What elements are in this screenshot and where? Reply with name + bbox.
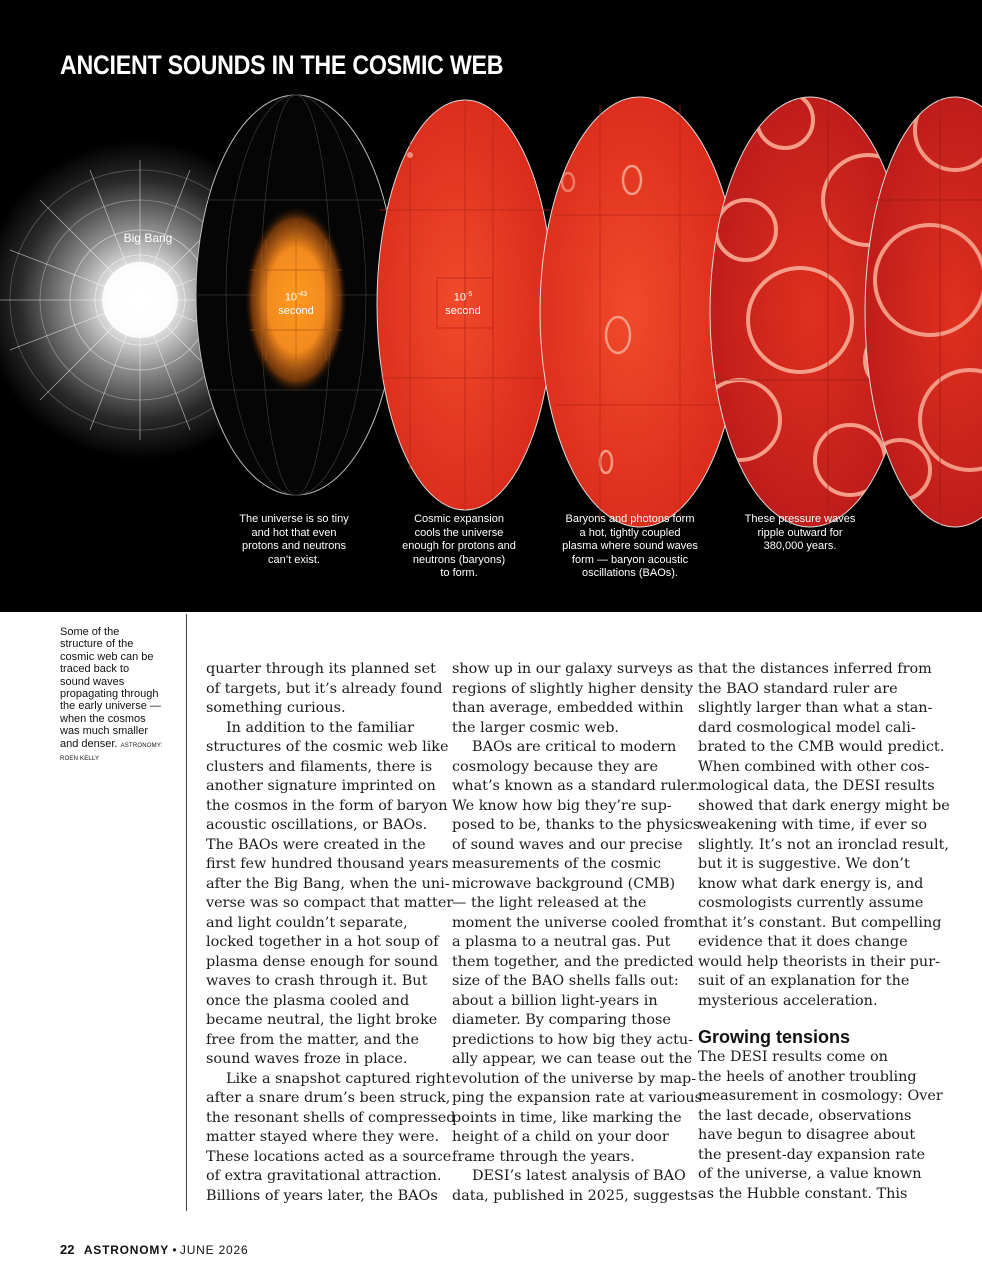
text-line: of the universe, a value known xyxy=(698,1166,922,1182)
footer-separator: • xyxy=(172,1243,177,1257)
figure-title: ANCIENT SOUNDS IN THE COSMIC WEB xyxy=(60,50,504,80)
time-label-planck: $10^{-43}$ second xyxy=(278,291,314,317)
text-line: know what dark energy is, and xyxy=(698,875,924,892)
time-label-baryon: $10^{-5}$ second xyxy=(445,291,481,317)
text-line: of targets, but it’s already found xyxy=(206,680,443,697)
text-line: what’s known as a standard ruler. xyxy=(452,778,700,794)
text-line: showed that dark energy might be xyxy=(698,797,950,814)
text-line: size of the BAO shells falls out: xyxy=(452,973,679,989)
text-line: suit of an explanation for the xyxy=(698,973,910,989)
text-line: acoustic oscillations, or BAOs. xyxy=(206,817,428,833)
text-line: ally appear, we can tease out the xyxy=(452,1051,693,1067)
text-line: but it is suggestive. We don’t xyxy=(698,856,910,872)
text-line: something curious. xyxy=(206,700,346,716)
text-line: measurements of the cosmic xyxy=(452,856,662,872)
text-line: When combined with other cos- xyxy=(698,758,930,775)
text-line: the heels of another troubling xyxy=(698,1068,917,1085)
text-line: evidence that it does change xyxy=(698,934,908,950)
text-line: DESI’s latest analysis of BAO xyxy=(472,1168,686,1184)
text-line: cosmologists currently assume xyxy=(698,895,924,911)
text-line: became neutral, the light broke xyxy=(206,1012,438,1028)
text-line: about a billion light-years in xyxy=(452,992,658,1009)
text-line: brated to the CMB would predict. xyxy=(698,739,945,755)
text-line: microwave background (CMB) xyxy=(452,875,676,892)
text-line: height of a child on your door xyxy=(452,1129,669,1145)
text-line: slightly. It’s not an ironclad result, xyxy=(698,836,949,853)
section-subhead: Growing tensions xyxy=(698,1027,851,1047)
text-line: free from the matter, and the xyxy=(206,1031,419,1048)
article-column-2 xyxy=(452,660,702,1206)
text-line: We know how big they’re sup- xyxy=(452,797,672,814)
photo-credit: ASTRONOMY: xyxy=(120,742,163,749)
text-line: clusters and filaments, there is xyxy=(206,758,433,775)
text-line: them together, and the predicted xyxy=(452,953,694,970)
figure-side-caption: Some of the structure of the cosmic web can be traced back to sound waves propagating through the early universe — when the cosmos was much smaller and denser. ASTRONOMY: ROEN KELLY xyxy=(60,626,172,765)
article-column-1 xyxy=(206,660,456,1206)
text-line: that the distances inferred from xyxy=(698,661,932,677)
stage-ellipse-5 xyxy=(865,97,982,527)
text-line: that it’s constant. But compelling xyxy=(698,914,942,931)
text-line: locked together in a hot soup of xyxy=(206,934,439,950)
text-line: measurement in cosmology: Over xyxy=(698,1088,943,1104)
text-line: — the light released at the xyxy=(452,895,647,911)
column-rule xyxy=(186,614,187,1211)
text-line: frame through the years. xyxy=(452,1148,635,1165)
text-line: ping the expansion rate at various xyxy=(452,1090,702,1106)
article-column-3-part-1 xyxy=(698,660,950,1011)
text-line: the larger cosmic web. xyxy=(452,719,619,736)
article-column-3 xyxy=(698,660,950,1204)
text-line: dard cosmological model cali- xyxy=(698,719,916,736)
stage-caption-1: The universe is so tiny and hot that even protons and neutrons can’t exist. xyxy=(239,513,349,566)
photo-credit-name: ROEN KELLY xyxy=(60,756,100,763)
issue-date: JUNE 2026 xyxy=(179,1243,249,1257)
article-column-3-part-2 xyxy=(698,1048,943,1204)
text-line: mological data, the DESI results xyxy=(698,778,935,794)
text-line: than average, embedded within xyxy=(452,700,684,716)
big-bang-label: Big Bang xyxy=(123,231,173,245)
text-line: posed to be, thanks to the physics xyxy=(452,817,701,833)
text-line: matter stayed where they were. xyxy=(206,1129,440,1145)
text-line: another signature imprinted on xyxy=(206,778,436,794)
text-line: the BAO standard ruler are xyxy=(698,680,898,697)
infographic-panel xyxy=(0,0,982,612)
text-line: cosmology because they are xyxy=(452,758,658,775)
text-line: quarter through its planned set xyxy=(206,661,436,677)
stage-caption-2: Cosmic expansion cools the universe enough for protons and neutrons (baryons) to form. xyxy=(402,513,516,579)
text-line: BAOs are critical to modern xyxy=(472,739,677,755)
text-line: a plasma to a neutral gas. Put xyxy=(452,934,671,950)
text-line: after a snare drum’s been struck, xyxy=(206,1090,451,1106)
text-line: data, published in 2025, suggests xyxy=(452,1187,698,1204)
text-line: plasma dense enough for sound xyxy=(206,953,439,970)
page-footer xyxy=(60,1242,248,1257)
text-line: evolution of the universe by map- xyxy=(452,1070,697,1087)
text-line: weakening with time, if ever so xyxy=(698,817,927,833)
text-line: The DESI results come on xyxy=(698,1049,888,1065)
text-line: Billions of years later, the BAOs xyxy=(206,1187,438,1204)
text-line: the last decade, observations xyxy=(698,1107,912,1124)
text-line: Like a snapshot captured right xyxy=(226,1070,452,1087)
stage-caption-4: These pressure waves ripple outward for 380,000 years. xyxy=(744,513,856,552)
text-line: predictions to how big they actu- xyxy=(452,1031,694,1048)
text-line: of extra gravitational attraction. xyxy=(206,1168,442,1184)
text-line: show up in our galaxy surveys as xyxy=(452,661,694,677)
text-line: sound waves froze in place. xyxy=(206,1051,408,1067)
page-number: 22 xyxy=(60,1242,75,1257)
text-line: The BAOs were created in the xyxy=(206,836,426,853)
stage-caption-3: Baryons and photons form a hot, tightly coupled plasma where sound waves form — baryon acoustic oscillations (BAOs). xyxy=(562,513,698,579)
text-line: the resonant shells of compressed xyxy=(206,1109,456,1126)
text-line: moment the universe cooled from xyxy=(452,914,699,931)
text-line: first few hundred thousand years xyxy=(206,856,449,872)
text-line: of sound waves and our precise xyxy=(452,836,683,853)
text-line: would help theorists in their pur- xyxy=(698,953,940,970)
text-line: as the Hubble constant. This xyxy=(698,1185,908,1202)
text-line: points in time, like marking the xyxy=(452,1109,682,1126)
text-line: once the plasma cooled and xyxy=(206,992,410,1009)
text-line: the cosmos in the form of baryon xyxy=(206,797,448,814)
text-line: slightly larger than what a stan- xyxy=(698,700,933,716)
text-line: have begun to disagree about xyxy=(698,1127,916,1143)
text-line: mysterious acceleration. xyxy=(698,992,878,1009)
text-line: diameter. By comparing those xyxy=(452,1012,671,1028)
text-line: These locations acted as a source xyxy=(206,1148,452,1165)
magazine-name: ASTRONOMY xyxy=(83,1243,170,1257)
text-line: structures of the cosmic web like xyxy=(206,739,449,755)
text-line: waves to crash through it. But xyxy=(206,973,428,989)
text-line: In addition to the familiar xyxy=(226,719,415,736)
text-line: the present-day expansion rate xyxy=(698,1146,926,1163)
text-line: verse was so compact that matter xyxy=(206,895,454,911)
text-line: and light couldn’t separate, xyxy=(206,914,408,931)
text-line: after the Big Bang, when the uni- xyxy=(206,875,450,892)
text-line: regions of slightly higher density xyxy=(452,680,694,697)
